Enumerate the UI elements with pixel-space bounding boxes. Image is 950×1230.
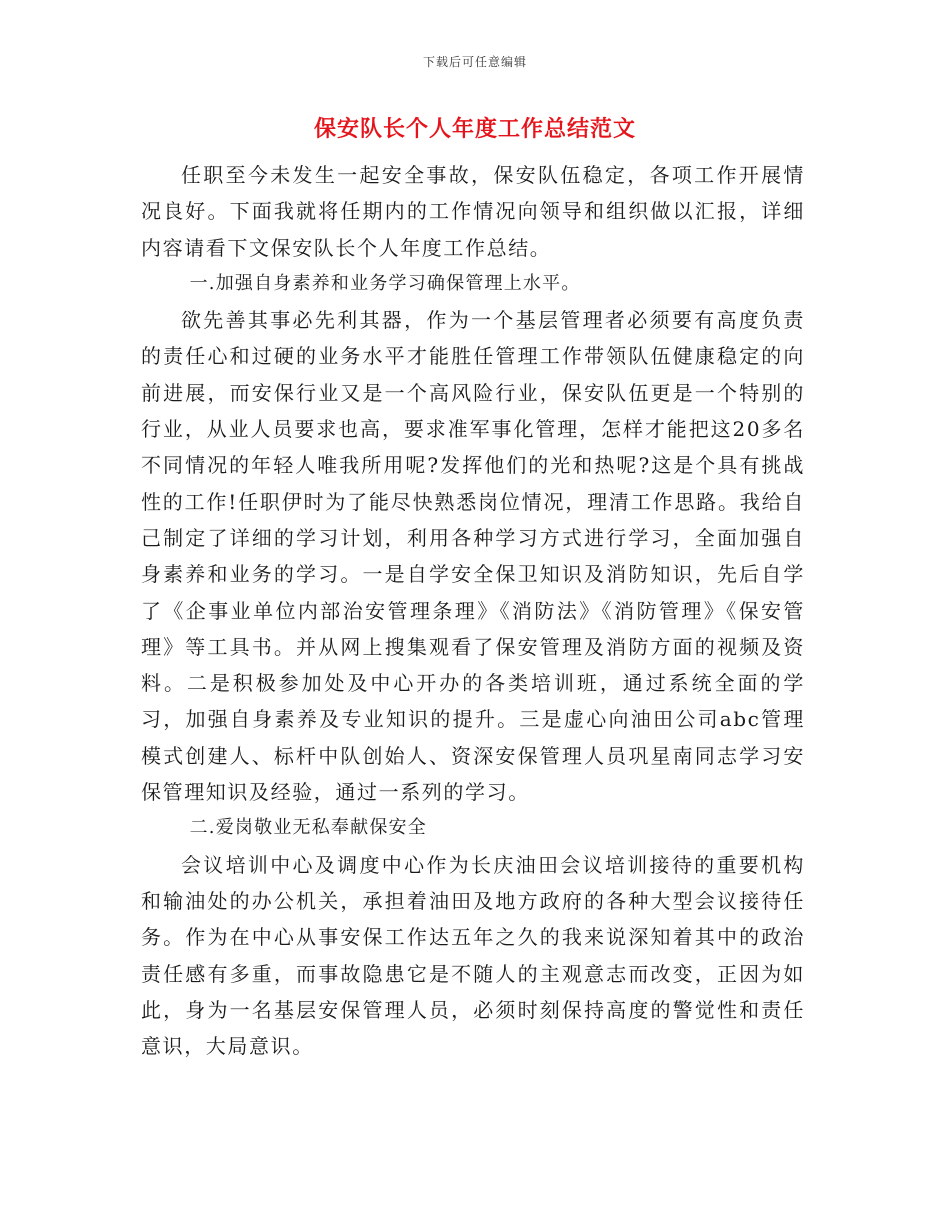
section-paragraph-2: 会议培训中心及调度中心作为长庆油田会议培训接待的重要机构和输油处的办公机关，承担着油田及地方政府的各种大型会议接待任务。作为在中心从事安保工作达五年之久的我来说深知着其中的政治责任感有多重，而事故隐患它是不随人的主观意志而改变，正因为如此，身为一名基层安保管理人员，必须时刻保持高度的警觉性和责任意识，大局意识。 xyxy=(141,852,805,1059)
section-paragraph-1: 欲先善其事必先利其器，作为一个基层管理者必须要有高度负责的责任心和过硬的业务水平才能胜任管理工作带领队伍健康稳定的向前进展，而安保行业又是一个高风险行业，保安队伍更是一个特别的行业，从业人员要求也高，要求准军事化管理，怎样才能把这20多名不同情况的年轻人唯我所用呢?发挥他们的光和热呢?这是个具有挑战性的工作!任职伊时为了能尽快熟悉岗位情况，理清工作思路。我给自己制定了详细的学习计划，利用各种学习方式进行学习，全面加强自身素养和业务的学习。一是自学安全保卫知识及消防知识，先后自学了《企事业单位内部治安管理条理》《消防法》《消防管理》《保安管理》等工具书。并从网上搜集观看了保安管理及消防方面的视频及资料。二是积极参加处及中心开办的各类培训班，通过系统全面的学习，加强自身素养及专业知识的提升。三是虚心向油田公司abc管理模式创建人、标杆中队创始人、资深安保管理人员巩星南同志学习安保管理知识及经验，通过一系列的学习。 xyxy=(141,308,805,805)
document-title: 保安队长个人年度工作总结范文 xyxy=(313,116,636,142)
header-note: 下载后可任意编辑 xyxy=(422,55,527,69)
section-heading-2: 二.爱岗敬业无私奉献保安全 xyxy=(189,817,427,839)
intro-paragraph: 任职至今未发生一起安全事故，保安队伍稳定，各项工作开展情况良好。下面我就将任期内的工作情况向领导和组织做以汇报，详细内容请看下文保安队长个人年度工作总结。 xyxy=(141,163,805,260)
section-heading-1: 一.加强自身素养和业务学习确保管理上水平。 xyxy=(189,272,581,294)
document-body xyxy=(141,157,805,1064)
